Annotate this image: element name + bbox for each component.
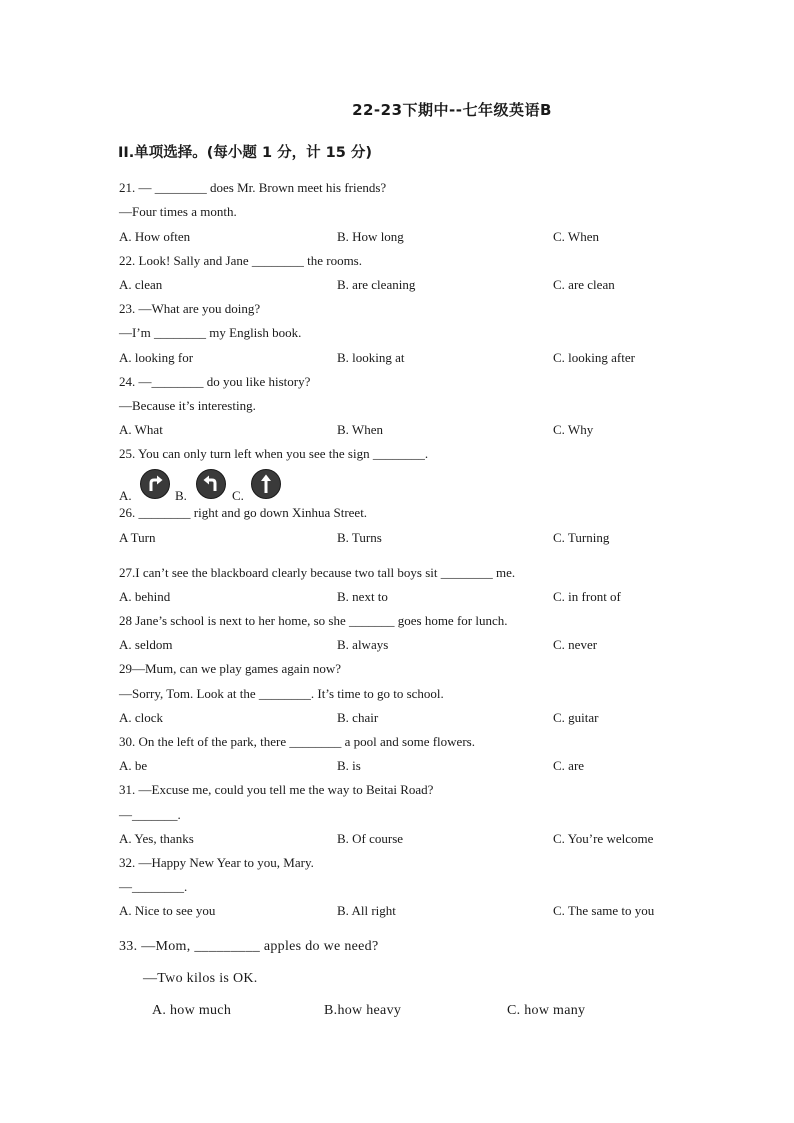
question-21-stem: 21. — ________ does Mr. Brown meet his friends?	[119, 180, 387, 195]
option-32-b: B. All right	[337, 903, 396, 918]
option-31-a: A. Yes, thanks	[119, 831, 194, 846]
option-29-c: C. guitar	[553, 710, 599, 725]
option-25-a-label: A.	[119, 488, 132, 503]
option-33-c: C. how many	[507, 1003, 586, 1018]
question-27-stem: 27.I can’t see the blackboard clearly because two tall boys sit ________ me.	[119, 565, 516, 580]
option-23-a: A. looking for	[119, 350, 194, 365]
option-22-b: B. are cleaning	[337, 277, 416, 292]
option-21-a: A. How often	[119, 229, 191, 244]
option-22-c: C. are clean	[553, 277, 615, 292]
question-23-answer-line: —I’m ________ my English book.	[119, 325, 302, 340]
option-30-c: C. are	[553, 758, 585, 773]
question-29-answer-line: —Sorry, Tom. Look at the ________. It’s time to go to school.	[119, 686, 444, 701]
option-23-b: B. looking at	[337, 350, 405, 365]
question-32-stem: 32. —Happy New Year to you, Mary.	[119, 855, 314, 870]
question-24-stem: 24. —________ do you like history?	[119, 374, 311, 389]
straight-ahead-sign-icon	[251, 469, 281, 499]
option-25-b-label: B.	[175, 488, 187, 503]
question-33-stem: 33. —Mom, _________ apples do we need?	[119, 939, 379, 954]
option-22-a: A. clean	[119, 277, 163, 292]
option-30-b: B. is	[337, 758, 361, 773]
option-27-a: A. behind	[119, 589, 171, 604]
question-21-answer-line: —Four times a month.	[119, 204, 237, 219]
question-32-answer-line: —________.	[119, 879, 188, 894]
question-23-stem: 23. —What are you doing?	[119, 301, 261, 316]
option-24-a: A. What	[119, 422, 163, 437]
option-23-c: C. looking after	[553, 350, 635, 365]
option-24-b: B. When	[337, 422, 383, 437]
section-heading: II.单项选择。(每小题 1 分，计 15 分)	[118, 145, 373, 161]
question-29-stem: 29—Mum, can we play games again now?	[119, 661, 342, 676]
option-29-a: A. clock	[119, 710, 164, 725]
question-31-stem: 31. —Excuse me, could you tell me the way to Beitai Road?	[119, 782, 434, 797]
option-24-c: C. Why	[553, 422, 594, 437]
option-31-c: C. You’re welcome	[553, 831, 654, 846]
option-31-b: B. Of course	[337, 831, 404, 846]
option-33-a: A. how much	[152, 1003, 232, 1018]
option-21-c: C. When	[553, 229, 599, 244]
question-26-stem: 26. ________ right and go down Xinhua Street.	[119, 505, 368, 520]
turn-left-sign-icon	[196, 469, 226, 499]
question-31-answer-line: —_______.	[119, 807, 181, 822]
question-30-stem: 30. On the left of the park, there ________ a pool and some flowers.	[119, 734, 475, 749]
option-27-b: B. next to	[337, 589, 388, 604]
question-24-answer-line: —Because it’s interesting.	[119, 398, 256, 413]
option-26-c: C. Turning	[553, 530, 610, 545]
option-26-b: B. Turns	[337, 530, 382, 545]
page-title: 22-23下期中--七年级英语B	[352, 101, 552, 119]
option-29-b: B. chair	[337, 710, 379, 725]
option-28-b: B. always	[337, 637, 389, 652]
option-30-a: A. be	[119, 758, 148, 773]
question-25-stem: 25. You can only turn left when you see the sign ________.	[119, 446, 429, 461]
option-32-c: C. The same to you	[553, 903, 655, 918]
option-25-c-label: C.	[232, 488, 244, 503]
option-28-a: A. seldom	[119, 637, 173, 652]
question-33-answer-line: —Two kilos is OK.	[143, 971, 258, 986]
turn-right-sign-icon	[140, 469, 170, 499]
option-21-b: B. How long	[337, 229, 404, 244]
question-28-stem: 28 Jane’s school is next to her home, so she _______ goes home for lunch.	[119, 613, 508, 628]
option-26-a: A Turn	[119, 530, 156, 545]
question-22-stem: 22. Look! Sally and Jane ________ the rooms.	[119, 253, 362, 268]
option-32-a: A. Nice to see you	[119, 903, 216, 918]
option-27-c: C. in front of	[553, 589, 621, 604]
option-33-b: B.how heavy	[324, 1003, 402, 1018]
option-28-c: C. never	[553, 637, 598, 652]
